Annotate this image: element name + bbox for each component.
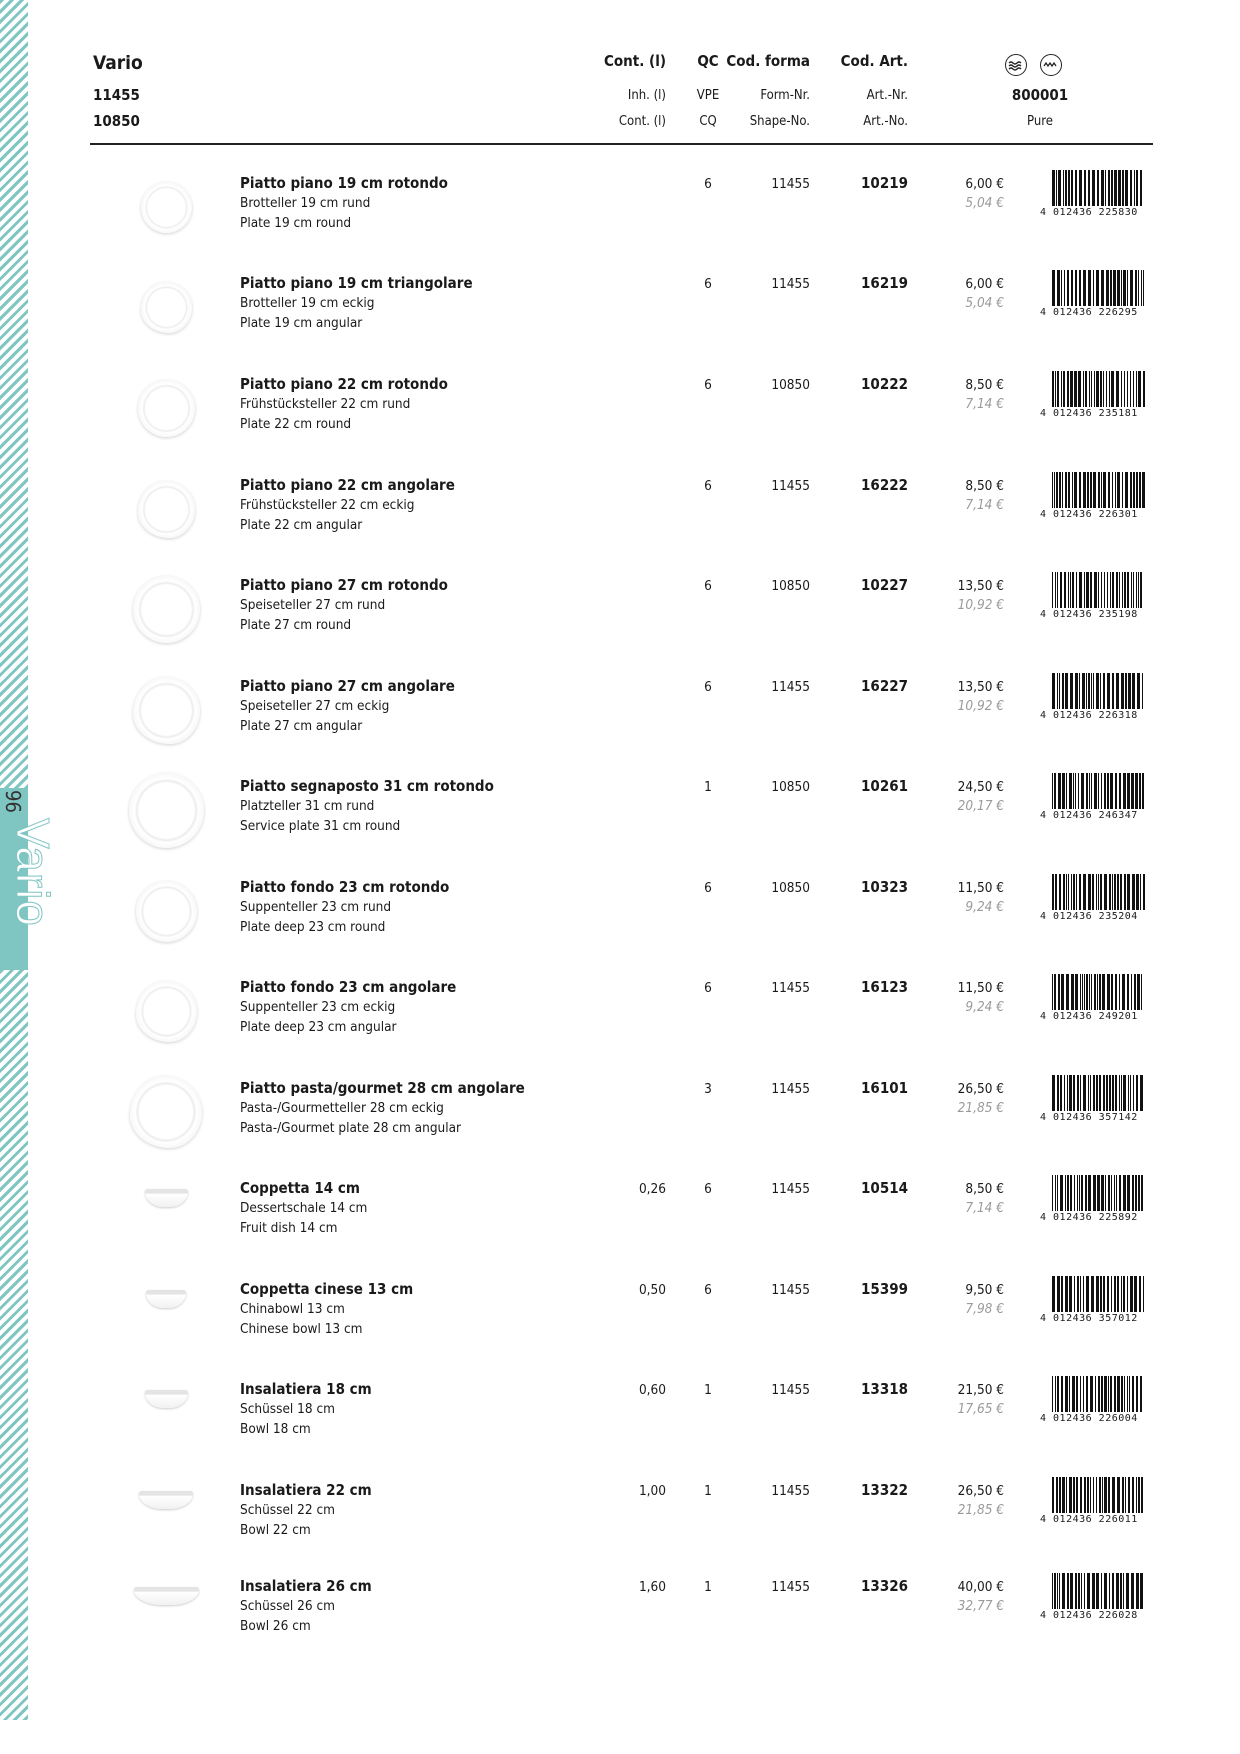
product-row bbox=[0, 1567, 1240, 1667]
barcode-number: 4 012436 225830 bbox=[1040, 207, 1138, 218]
product-content: 0,50 bbox=[638, 1282, 666, 1298]
product-qc: 1 bbox=[704, 1483, 712, 1499]
product-art-no: 16219 bbox=[861, 274, 908, 292]
product-qc: 1 bbox=[704, 1579, 712, 1595]
product-image bbox=[133, 677, 200, 744]
barcode bbox=[1040, 671, 1148, 729]
product-price-net: 7,14 € bbox=[965, 497, 1004, 513]
header-divider bbox=[90, 143, 1153, 145]
barcode-number: 4 012436 235198 bbox=[1040, 609, 1138, 620]
product-shape-no: 10850 bbox=[771, 377, 810, 393]
product-shape-no: 10850 bbox=[771, 578, 810, 594]
barcode-number: 4 012436 226011 bbox=[1040, 1514, 1138, 1525]
col-qc-it: QC bbox=[697, 52, 719, 70]
product-name-it: Piatto piano 22 cm rotondo bbox=[240, 375, 448, 393]
product-name-de: Brotteller 19 cm rund bbox=[240, 195, 371, 211]
product-price-net: 7,14 € bbox=[965, 396, 1004, 412]
product-qc: 6 bbox=[704, 377, 712, 393]
product-name-en: Service plate 31 cm round bbox=[240, 818, 401, 834]
product-qc: 6 bbox=[704, 176, 712, 192]
product-qc: 3 bbox=[704, 1081, 712, 1097]
product-row bbox=[0, 466, 1240, 566]
product-name-it: Piatto piano 19 cm triangolare bbox=[240, 274, 473, 292]
product-art-no: 16222 bbox=[861, 476, 908, 494]
product-name-de: Frühstücksteller 22 cm eckig bbox=[240, 497, 415, 513]
barcode bbox=[1040, 1173, 1148, 1231]
product-name-de: Chinabowl 13 cm bbox=[240, 1301, 345, 1317]
product-name-en: Plate deep 23 cm angular bbox=[240, 1019, 397, 1035]
barcode bbox=[1040, 1374, 1148, 1432]
product-art-no: 10323 bbox=[861, 878, 908, 896]
product-name-it: Coppetta 14 cm bbox=[240, 1179, 360, 1197]
product-image bbox=[129, 773, 204, 848]
product-price-net: 7,14 € bbox=[965, 1200, 1004, 1216]
product-name-en: Plate 19 cm angular bbox=[240, 315, 363, 331]
barcode-number: 4 012436 226004 bbox=[1040, 1413, 1138, 1424]
product-price: 8,50 € bbox=[965, 1181, 1004, 1197]
product-art-no: 16123 bbox=[861, 978, 908, 996]
col-cont-it: Cont. (l) bbox=[603, 52, 666, 70]
product-art-no: 16227 bbox=[861, 677, 908, 695]
product-row bbox=[0, 264, 1240, 364]
product-shape-no: 11455 bbox=[771, 1579, 810, 1595]
product-art-no: 10514 bbox=[861, 1179, 908, 1197]
product-name-it: Piatto fondo 23 cm rotondo bbox=[240, 878, 450, 896]
product-art-no: 10261 bbox=[861, 777, 908, 795]
product-name-en: Bowl 18 cm bbox=[240, 1421, 311, 1437]
product-price-net: 10,92 € bbox=[957, 597, 1004, 613]
product-name-it: Coppetta cinese 13 cm bbox=[240, 1280, 414, 1298]
product-name-en: Fruit dish 14 cm bbox=[240, 1220, 338, 1236]
barcode-number: 4 012436 235181 bbox=[1040, 408, 1138, 419]
product-name-de: Suppenteller 23 cm eckig bbox=[240, 999, 396, 1015]
barcode-number: 4 012436 246347 bbox=[1040, 810, 1138, 821]
product-qc: 6 bbox=[704, 578, 712, 594]
barcode bbox=[1040, 168, 1148, 226]
product-shape-no: 11455 bbox=[771, 1483, 810, 1499]
product-price-net: 32,77 € bbox=[957, 1598, 1004, 1614]
product-image bbox=[138, 481, 195, 538]
product-art-no: 16101 bbox=[861, 1079, 908, 1097]
product-shape-no: 11455 bbox=[771, 276, 810, 292]
product-qc: 6 bbox=[704, 1181, 712, 1197]
product-name-it: Piatto piano 22 cm angolare bbox=[240, 476, 455, 494]
barcode bbox=[1040, 369, 1148, 427]
product-qc: 6 bbox=[704, 880, 712, 896]
product-qc: 1 bbox=[704, 1382, 712, 1398]
product-name-en: Bowl 22 cm bbox=[240, 1522, 311, 1538]
product-name-de: Suppenteller 23 cm rund bbox=[240, 899, 392, 915]
product-price: 6,00 € bbox=[965, 276, 1004, 292]
product-name-en: Pasta-/Gourmet plate 28 cm angular bbox=[240, 1120, 462, 1136]
product-row bbox=[0, 968, 1240, 1068]
col-form-it: Cod. forma bbox=[726, 52, 810, 70]
product-name-it: Piatto piano 27 cm angolare bbox=[240, 677, 455, 695]
product-name-en: Chinese bowl 13 cm bbox=[240, 1321, 363, 1337]
product-name-de: Pasta-/Gourmetteller 28 cm eckig bbox=[240, 1100, 444, 1116]
product-name-de: Schüssel 22 cm bbox=[240, 1502, 335, 1518]
product-row bbox=[0, 667, 1240, 767]
product-price: 11,50 € bbox=[957, 980, 1004, 996]
product-art-no: 10219 bbox=[861, 174, 908, 192]
product-image bbox=[130, 1076, 202, 1148]
series-shape-1: 11455 bbox=[93, 86, 140, 104]
product-row bbox=[0, 1370, 1240, 1470]
product-price: 13,50 € bbox=[957, 578, 1004, 594]
product-price-net: 7,98 € bbox=[965, 1301, 1004, 1317]
product-price: 40,00 € bbox=[957, 1579, 1004, 1595]
product-name-en: Plate deep 23 cm round bbox=[240, 919, 386, 935]
series-title: Vario bbox=[93, 52, 143, 74]
product-price: 21,50 € bbox=[957, 1382, 1004, 1398]
product-image bbox=[138, 380, 195, 437]
product-image bbox=[136, 881, 197, 942]
col-art-it: Cod. Art. bbox=[840, 52, 908, 70]
product-name-it: Piatto piano 27 cm rotondo bbox=[240, 576, 448, 594]
barcode bbox=[1040, 570, 1148, 628]
product-image bbox=[145, 1390, 188, 1408]
product-name-de: Speiseteller 27 cm rund bbox=[240, 597, 386, 613]
barcode bbox=[1040, 1073, 1148, 1131]
product-name-it: Insalatiera 22 cm bbox=[240, 1481, 372, 1499]
product-price: 26,50 € bbox=[957, 1081, 1004, 1097]
product-row bbox=[0, 365, 1240, 465]
product-name-de: Schüssel 26 cm bbox=[240, 1598, 335, 1614]
product-price: 8,50 € bbox=[965, 478, 1004, 494]
product-name-en: Plate 27 cm angular bbox=[240, 718, 363, 734]
product-image bbox=[134, 1587, 199, 1605]
product-qc: 6 bbox=[704, 478, 712, 494]
product-name-it: Piatto pasta/gourmet 28 cm angolare bbox=[240, 1079, 525, 1097]
product-price-net: 5,04 € bbox=[965, 195, 1004, 211]
barcode bbox=[1040, 1571, 1148, 1629]
product-qc: 6 bbox=[704, 1282, 712, 1298]
product-shape-no: 11455 bbox=[771, 1081, 810, 1097]
product-row bbox=[0, 868, 1240, 968]
product-art-no: 13318 bbox=[861, 1380, 908, 1398]
barcode-number: 4 012436 357142 bbox=[1040, 1112, 1138, 1123]
product-row bbox=[0, 1270, 1240, 1370]
product-price: 24,50 € bbox=[957, 779, 1004, 795]
product-price-net: 9,24 € bbox=[965, 899, 1004, 915]
product-art-no: 15399 bbox=[861, 1280, 908, 1298]
col-form-de: Form-Nr. bbox=[760, 88, 810, 103]
col-art-de: Art.-Nr. bbox=[866, 88, 908, 103]
product-shape-no: 11455 bbox=[771, 980, 810, 996]
col-form-en: Shape-No. bbox=[749, 114, 810, 129]
barcode-number: 4 012436 357012 bbox=[1040, 1313, 1138, 1324]
product-price-net: 5,04 € bbox=[965, 295, 1004, 311]
product-image bbox=[145, 1189, 188, 1207]
product-name-it: Piatto piano 19 cm rotondo bbox=[240, 174, 448, 192]
product-name-de: Schüssel 18 cm bbox=[240, 1401, 335, 1417]
product-name-it: Piatto fondo 23 cm angolare bbox=[240, 978, 457, 996]
barcode bbox=[1040, 972, 1148, 1030]
dishwasher-icon bbox=[1005, 54, 1027, 76]
product-art-no: 13326 bbox=[861, 1577, 908, 1595]
product-price: 11,50 € bbox=[957, 880, 1004, 896]
product-image bbox=[146, 1290, 186, 1308]
product-art-no: 10222 bbox=[861, 375, 908, 393]
chapter-title: Vario bbox=[7, 818, 59, 927]
product-shape-no: 10850 bbox=[771, 880, 810, 896]
product-shape-no: 11455 bbox=[771, 1181, 810, 1197]
product-price-net: 9,24 € bbox=[965, 999, 1004, 1015]
product-shape-no: 11455 bbox=[771, 679, 810, 695]
product-name-en: Plate 19 cm round bbox=[240, 215, 352, 231]
barcode bbox=[1040, 268, 1148, 326]
product-name-de: Speiseteller 27 cm eckig bbox=[240, 698, 390, 714]
product-image bbox=[139, 1491, 193, 1509]
barcode bbox=[1040, 1475, 1148, 1533]
product-name-de: Dessertschale 14 cm bbox=[240, 1200, 368, 1216]
barcode-number: 4 012436 235204 bbox=[1040, 911, 1138, 922]
product-price: 9,50 € bbox=[965, 1282, 1004, 1298]
barcode-number: 4 012436 226028 bbox=[1040, 1610, 1138, 1621]
product-price-net: 21,85 € bbox=[957, 1100, 1004, 1116]
product-name-en: Plate 22 cm round bbox=[240, 416, 352, 432]
product-art-no: 13322 bbox=[861, 1481, 908, 1499]
product-shape-no: 11455 bbox=[771, 1282, 810, 1298]
col-cont-de: Inh. (l) bbox=[627, 88, 666, 103]
barcode-number: 4 012436 249201 bbox=[1040, 1011, 1138, 1022]
product-content: 0,60 bbox=[638, 1382, 666, 1398]
product-content: 0,26 bbox=[638, 1181, 666, 1197]
product-row bbox=[0, 767, 1240, 867]
product-content: 1,00 bbox=[638, 1483, 666, 1499]
product-qc: 1 bbox=[704, 779, 712, 795]
product-row bbox=[0, 566, 1240, 666]
col-cont-en: Cont. (l) bbox=[618, 114, 666, 129]
product-price-net: 10,92 € bbox=[957, 698, 1004, 714]
product-name-it: Piatto segnaposto 31 cm rotondo bbox=[240, 777, 494, 795]
barcode-number: 4 012436 226318 bbox=[1040, 710, 1138, 721]
product-row bbox=[0, 1069, 1240, 1169]
product-name-it: Insalatiera 26 cm bbox=[240, 1577, 372, 1595]
product-price: 13,50 € bbox=[957, 679, 1004, 695]
product-shape-no: 11455 bbox=[771, 1382, 810, 1398]
product-price-net: 21,85 € bbox=[957, 1502, 1004, 1518]
decor-code: 800001 bbox=[1011, 86, 1069, 104]
decor-name: Pure bbox=[1027, 114, 1053, 129]
product-name-de: Brotteller 19 cm eckig bbox=[240, 295, 375, 311]
product-image bbox=[133, 576, 200, 643]
product-image bbox=[136, 981, 197, 1042]
barcode bbox=[1040, 1274, 1148, 1332]
product-price: 8,50 € bbox=[965, 377, 1004, 393]
product-name-it: Insalatiera 18 cm bbox=[240, 1380, 372, 1398]
series-shape-2: 10850 bbox=[93, 112, 140, 130]
product-price: 26,50 € bbox=[957, 1483, 1004, 1499]
product-price-net: 20,17 € bbox=[957, 798, 1004, 814]
product-shape-no: 11455 bbox=[771, 478, 810, 494]
product-price: 6,00 € bbox=[965, 176, 1004, 192]
barcode-number: 4 012436 226295 bbox=[1040, 307, 1138, 318]
barcode-number: 4 012436 226301 bbox=[1040, 509, 1138, 520]
product-row bbox=[0, 1169, 1240, 1269]
product-row bbox=[0, 1471, 1240, 1571]
col-qc-de: VPE bbox=[696, 88, 720, 103]
col-qc-en: CQ bbox=[699, 114, 717, 129]
barcode-number: 4 012436 225892 bbox=[1040, 1212, 1138, 1223]
col-art-en: Art.-No. bbox=[863, 114, 908, 129]
product-content: 1,60 bbox=[638, 1579, 666, 1595]
product-image bbox=[141, 182, 192, 233]
product-name-en: Bowl 26 cm bbox=[240, 1618, 311, 1634]
product-row bbox=[0, 164, 1240, 264]
product-name-en: Plate 22 cm angular bbox=[240, 517, 363, 533]
product-qc: 6 bbox=[704, 980, 712, 996]
product-name-de: Frühstücksteller 22 cm rund bbox=[240, 396, 411, 412]
product-image bbox=[141, 282, 192, 333]
barcode bbox=[1040, 470, 1148, 528]
product-qc: 6 bbox=[704, 679, 712, 695]
product-art-no: 10227 bbox=[861, 576, 908, 594]
product-price-net: 17,65 € bbox=[957, 1401, 1004, 1417]
product-shape-no: 11455 bbox=[771, 176, 810, 192]
product-qc: 6 bbox=[704, 276, 712, 292]
product-shape-no: 10850 bbox=[771, 779, 810, 795]
barcode bbox=[1040, 872, 1148, 930]
product-name-en: Plate 27 cm round bbox=[240, 617, 352, 633]
barcode bbox=[1040, 771, 1148, 829]
product-name-de: Platzteller 31 cm rund bbox=[240, 798, 375, 814]
page-number: 96 bbox=[1, 790, 25, 813]
microwave-icon bbox=[1040, 54, 1062, 76]
